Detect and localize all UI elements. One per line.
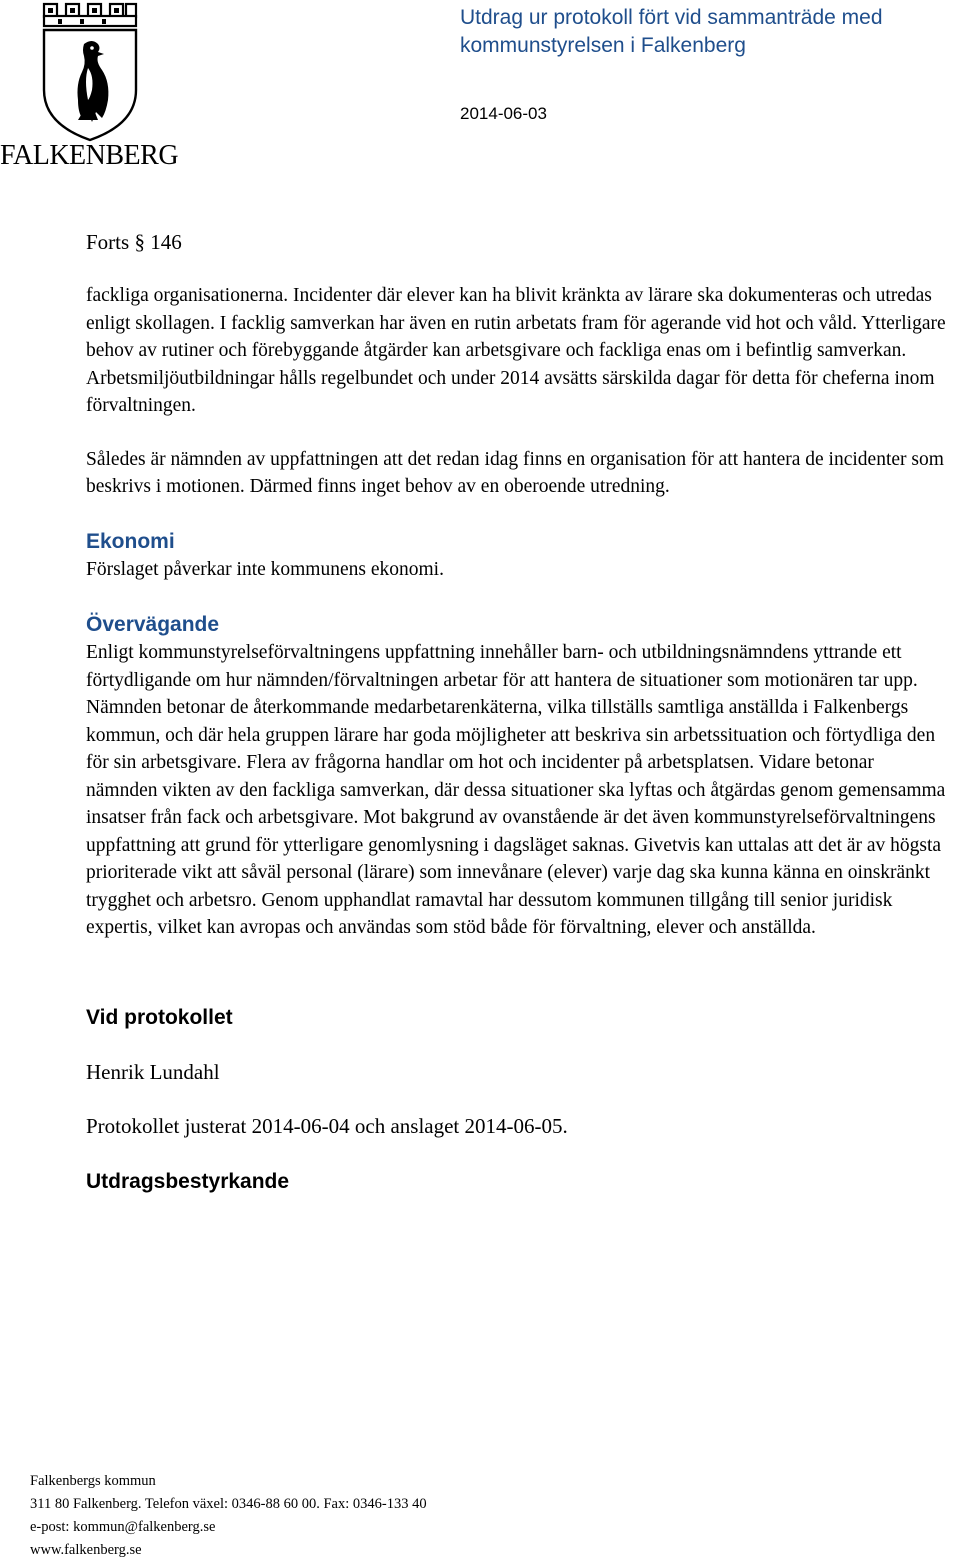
heading-overvagande: Övervägande [86,613,220,636]
footer-website-link[interactable]: www.falkenberg.se [30,1542,142,1558]
document-body [86,228,948,1196]
heading-utdragsbestyrkande: Utdragsbestyrkande [86,1169,290,1193]
footer-address: 311 80 Falkenberg. Telefon växel: 0346-88 60 00. Fax: 0346-133 40 [30,1496,427,1512]
overvagande-text: Enligt kommunstyrelseförvaltningens uppfattning innehåller barn- och utbildningsnämndens yttrande ett förtydligande om hur nämnden/förvaltningen arbetar för att hantera de situationer som motionären tar upp. Nämnden betonar de återkommande medarbetarenkäterna, vilka tillställs samtliga anställda i Falkenbergs kommun, och där hela gruppen lärare har goda möjligheter att beskriva sin arbetssituation och förtydliga den för sin arbetsgivare. Flera av frågorna handlar om hot och incidenter på arbetsplatsen. Vidare betonar nämnden vikten av den fackliga samverkan, där dessa situationer ska lyftas och åtgärdas genom gemensamma insatser från fack och arbetsgivare. Mot bakgrund av ovanstående är det även kommunstyrelseförvaltningens uppfattning att grund för ytterligare genomlysning i dagsläget saknas. Givetvis kan uttalas att det är av högsta prioriterade vikt att såväl personal (lärare) som innevånare (elever) varje dag ska kunna känna en oinskränkt trygghet och arbetsro. Genom upphandlat ramavtal har dessutom kommunen tillgång till senior juridisk expertis, vilket kan avropas och användas som stöd både för förvaltning, elever och anställda. [86,642,946,938]
ekonomi-text: Förslaget påverkar inte kommunens ekonomi. [86,558,444,580]
section-number: 146 [150,230,182,254]
footer-org: Falkenbergs kommun [30,1473,156,1489]
footer [30,1470,630,1562]
paragraph-1: fackliga organisationerna. Incidenter där elever kan ha blivit kränkta av lärare ska dokumenteras och utredas enligt skollagen. I facklig samverkan har även en rutin arbetats fram för agerande vid hot och våld. Ytterligare behov av rutiner och förebyggande åtgärder kan arbetsgivare och fackliga enas om i befintlig samverkan. Arbetsmiljöutbildningar hålls regelbundet och under 2014 avsätts särskilda dagar för detta för cheferna inom förvaltningen. [86,285,946,416]
footer-email[interactable]: e-post: kommun@falkenberg.se [30,1519,216,1535]
section-reference [86,228,948,256]
logo-wordmark: FALKENBERG [0,140,179,171]
heading-ekonomi: Ekonomi [86,529,175,553]
forts-label: Forts [86,230,130,254]
justerat-text: Protokollet justerat 2014-06-04 och anslaget 2014-06-05. [86,1113,568,1138]
section-sign: § [134,230,145,254]
document-title: Utdrag ur protokoll fört vid sammanträde med kommunstyrelsen i Falkenberg [460,6,883,57]
signer-name: Henrik Lundahl [86,1059,220,1084]
falkenberg-coat-of-arms-icon [40,2,140,142]
paragraph-2: Således är nämnden av uppfattningen att det redan idag finns en organisation för att hantera de incidenter som beskrivs i motionen. Därmed finns inget behov av en oberoende utredning. [86,448,944,497]
heading-vid-protokollet: Vid protokollet [86,1005,233,1029]
document-date: 2014-06-03 [460,104,547,123]
